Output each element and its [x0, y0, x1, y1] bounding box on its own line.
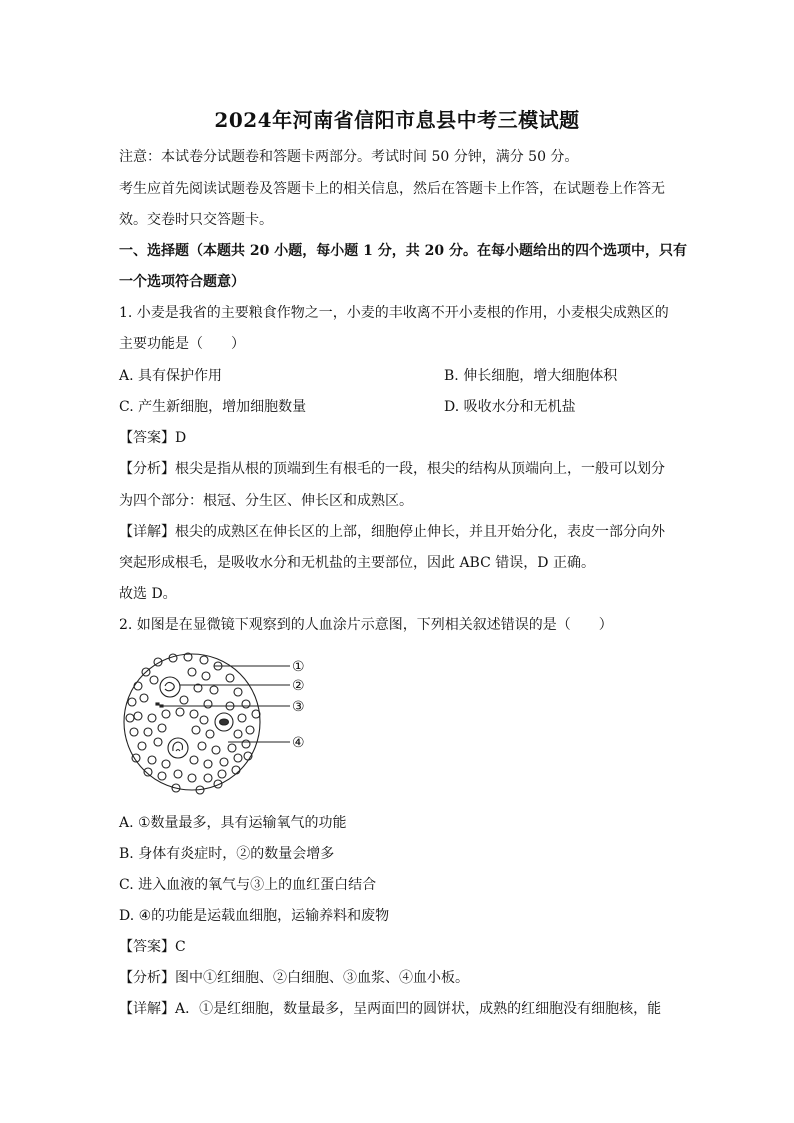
red-blood-cell — [218, 770, 226, 778]
red-blood-cell — [176, 708, 184, 716]
red-blood-cell — [162, 760, 170, 768]
red-blood-cell — [126, 714, 134, 722]
q1-option-c: C. 产生新细胞，增加细胞数量 — [119, 399, 307, 415]
q1-analysis-line-1: 【分析】根尖是指从根的顶端到生有根毛的一段，根尖的结构从顶端向上，一般可以划分 — [119, 461, 665, 477]
figure-label-4: ④ — [292, 735, 305, 751]
red-blood-cell — [128, 698, 136, 706]
figure-label-3: ③ — [292, 699, 305, 715]
red-blood-cell — [226, 674, 234, 682]
red-blood-cell — [130, 728, 138, 736]
red-blood-cell — [180, 696, 188, 704]
red-blood-cell — [228, 744, 236, 752]
q2-answer: 【答案】C — [119, 939, 186, 955]
red-blood-cell — [204, 760, 212, 768]
red-blood-cell — [252, 710, 260, 718]
section-heading-line-2: 一个选项符合题意） — [119, 274, 245, 290]
red-blood-cell — [154, 738, 162, 746]
red-blood-cell — [148, 714, 156, 722]
figure-label-2: ② — [292, 678, 305, 694]
red-blood-cell — [238, 714, 246, 722]
notice-line-2: 考生应首先阅读试题卷及答题卡上的相关信息，然后在答题卡上作答，在试题卷上作答无 — [119, 181, 665, 197]
red-blood-cell — [212, 746, 220, 754]
q2-analysis: 【分析】图中①红细胞、②白细胞、③血浆、④血小板。 — [119, 970, 469, 986]
red-blood-cell — [188, 774, 196, 782]
red-blood-cell — [234, 754, 242, 762]
q2-option-a: A. ①数量最多，具有运输氧气的功能 — [119, 815, 347, 831]
red-blood-cell — [200, 716, 208, 724]
q1-option-a: A. 具有保护作用 — [119, 368, 223, 384]
red-blood-cell — [148, 756, 156, 764]
q1-detail-line-2: 突起形成根毛，是吸收水分和无机盐的主要部位，因此 ABC 错误，D 正确。 — [119, 555, 595, 571]
red-blood-cell — [162, 710, 170, 718]
q2-option-d: D. ④的功能是运载血细胞，运输养料和废物 — [119, 908, 390, 924]
q1-analysis-line-2: 为四个部分：根冠、分生区、伸长区和成熟区。 — [119, 493, 413, 509]
red-blood-cell — [204, 774, 212, 782]
red-blood-cell — [188, 668, 196, 676]
red-blood-cell — [192, 726, 200, 734]
red-blood-cell — [140, 694, 148, 702]
q1-stem-line-2: 主要功能是（ ） — [119, 336, 245, 352]
red-blood-cell — [190, 756, 198, 764]
red-blood-cell — [150, 676, 158, 684]
red-blood-cell — [206, 730, 214, 738]
red-blood-cell — [158, 724, 166, 732]
q1-stem-line-1: 1. 小麦是我省的主要粮食作物之一，小麦的丰收离不开小麦根的作用，小麦根尖成熟区的 — [119, 305, 669, 321]
red-blood-cell — [234, 730, 242, 738]
red-blood-cell — [232, 766, 240, 774]
blood-smear-figure — [118, 648, 318, 796]
q1-conclusion: 故选 D。 — [119, 586, 177, 602]
q1-detail-line-1: 【详解】根尖的成熟区在伸长区的上部，细胞停止伸长，并且开始分化，表皮一部分向外 — [119, 524, 665, 540]
red-blood-cell — [242, 700, 250, 708]
red-blood-cell — [190, 710, 198, 718]
red-blood-cell — [242, 740, 250, 748]
platelets — [156, 703, 163, 707]
red-blood-cell — [134, 712, 142, 720]
notice-line-1: 注意：本试卷分试题卷和答题卡两部分。考试时间 50 分钟，满分 50 分。 — [119, 149, 579, 165]
q2-detail-line-1: 【详解】A．①是红细胞，数量最多，呈两面凹的圆饼状，成熟的红细胞没有细胞核，能 — [119, 1001, 662, 1017]
q2-option-c: C. 进入血液的氧气与③上的血红蛋白结合 — [119, 877, 377, 893]
q2-option-b: B. 身体有炎症时，②的数量会增多 — [119, 846, 335, 862]
red-blood-cell — [144, 728, 152, 736]
section-heading-line-1: 一、选择题（本题共 20 小题，每小题 1 分，共 20 分。在每小题给出的四个选项中，只有 — [119, 243, 687, 259]
red-blood-cell — [138, 742, 146, 750]
red-blood-cell — [220, 758, 228, 766]
figure-label-1: ① — [292, 659, 305, 675]
red-blood-cell — [174, 770, 182, 778]
q1-answer: 【答案】D — [119, 430, 187, 446]
notice-line-3: 效。交卷时只交答题卡。 — [119, 212, 273, 228]
red-blood-cell — [210, 686, 218, 694]
q2-stem: 2. 如图是在显微镜下观察到的人血涂片示意图，下列相关叙述错误的是（ ） — [119, 617, 613, 633]
red-blood-cell — [246, 726, 254, 734]
red-blood-cell — [134, 682, 142, 690]
red-blood-cell — [200, 656, 208, 664]
q1-option-b: B. 伸长细胞，增大细胞体积 — [444, 368, 618, 384]
red-blood-cell — [158, 772, 166, 780]
page-title: 2024年河南省信阳市息县中考三模试题 — [214, 108, 580, 132]
q1-option-d: D. 吸收水分和无机盐 — [444, 399, 576, 415]
red-blood-cell — [198, 742, 206, 750]
red-blood-cell — [234, 688, 242, 696]
red-blood-cell — [202, 672, 210, 680]
red-blood-cell — [204, 700, 212, 708]
